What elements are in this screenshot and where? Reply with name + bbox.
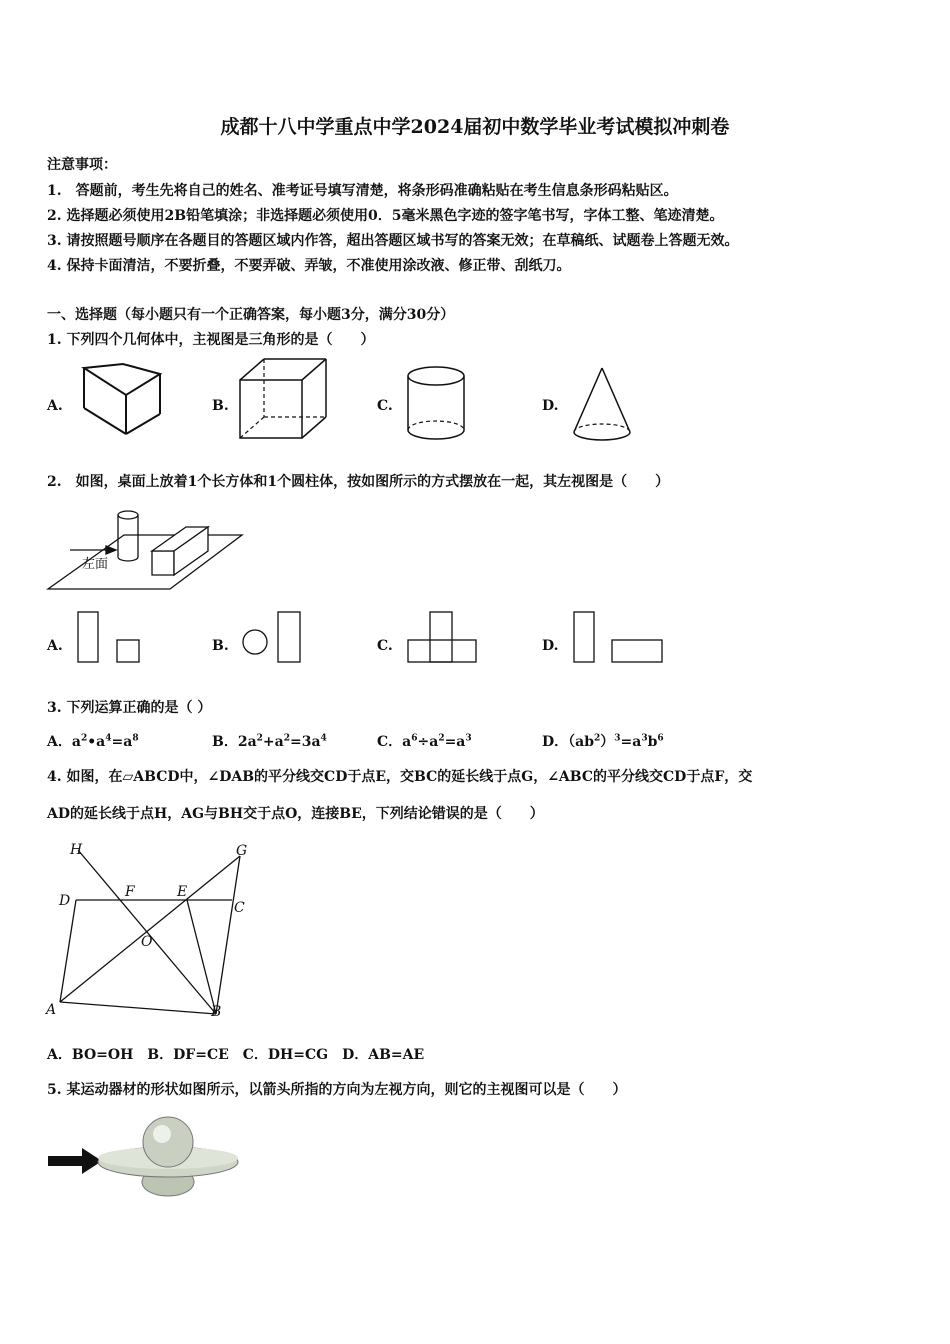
q1-option-c-label: C. [377, 398, 393, 414]
q1-stem: 1. 下列四个几何体中，主视图是三角形的是（ ） [47, 332, 375, 348]
q4-options: A．BO=OH B．DF=CE C．DH=CG D．AB=AE [47, 1047, 425, 1063]
point-h-label: H [70, 842, 83, 858]
q2-option-b-figure [240, 609, 310, 669]
q3-stem: 3. 下列运算正确的是（ ） [47, 700, 212, 716]
point-e-label: E [177, 884, 188, 900]
q2-left-face-label: 左面 [82, 557, 109, 572]
q1-option-a-label: A. [47, 398, 63, 414]
q2-option-c-label: C. [377, 638, 393, 654]
q2-option-d-label: D. [542, 638, 559, 654]
q3-option-a: A．$a^2•a^4=a^8$ [47, 733, 139, 750]
q1-figure-a-triangular-prism [78, 360, 168, 440]
q2-option-a-figure [76, 609, 146, 669]
q1-figure-c-cylinder [402, 364, 472, 444]
q2-option-a-label: A. [47, 638, 63, 654]
q2-option-b-label: B. [212, 638, 229, 654]
q2-option-c-figure [406, 609, 481, 669]
q2-option-d-figure [572, 609, 667, 669]
point-b-label: B [211, 1004, 222, 1020]
q3-option-b: B．$2a^2+a^2=3a^4$ [212, 733, 327, 750]
q5-figure-sports-equipment [44, 1114, 244, 1204]
notice-item: 2. 选择题必须使用2B铅笔填涂；非选择题必须使用0．5毫米黑色字迹的签字笔书写，字体工整、笔迹清楚。 [47, 208, 724, 224]
q3-option-c: C．$a^6\div a^2=a^3$ [377, 733, 472, 750]
point-d-label: D [59, 893, 71, 909]
q4-stem-line1: 4. 如图，在▱ABCD中，∠DAB的平分线交CD于点E，交BC的延长线于点G，∠ABC的平分线交CD于点F，交 [47, 769, 753, 785]
q1-option-d-label: D. [542, 398, 559, 414]
q1-option-b-label: B. [212, 398, 229, 414]
page-title: 成都十八中学重点中学2024届初中数学毕业考试模拟冲刺卷 [220, 116, 730, 138]
point-f-label: F [125, 884, 135, 900]
q1-figure-b-cube [236, 356, 331, 442]
notice-item: 1. 答题前，考生先将自己的姓名、准考证号填写清楚，将条形码准确粘贴在考生信息条形码粘贴区。 [47, 183, 678, 199]
point-g-label: G [236, 843, 248, 859]
notice-item: 3. 请按照题号顺序在各题目的答题区域内作答，超出答题区域书写的答案无效；在草稿纸、试题卷上答题无效。 [47, 233, 739, 249]
point-a-label: A [46, 1002, 57, 1018]
q1-figure-d-cone [568, 364, 638, 444]
notice-item: 4. 保持卡面清洁，不要折叠，不要弄破、弄皱，不准使用涂改液、修正带、刮纸刀。 [47, 258, 571, 274]
q4-stem-line2: AD的延长线于点H，AG与BH交于点O，连接BE，下列结论错误的是（ ） [47, 806, 544, 822]
q2-figure-table-scene [46, 505, 246, 595]
notice-heading: 注意事项： [47, 157, 117, 173]
q5-stem: 5. 某运动器材的形状如图所示，以箭头所指的方向为左视方向，则它的主视图可以是（ ） [47, 1082, 627, 1098]
point-c-label: C [234, 900, 245, 916]
section-heading: 一、选择题（每小题只有一个正确答案，每小题3分，满分30分） [47, 307, 455, 323]
point-o-label: O [141, 934, 153, 950]
q2-stem: 2. 如图，桌面上放着1个长方体和1个圆柱体，按如图所示的方式摆放在一起，其左视图是（ ） [47, 474, 670, 490]
q3-option-d: D．$(ab^2)^3=a^3b^6$ [542, 733, 664, 750]
q4-figure-parallelogram [40, 838, 270, 1028]
